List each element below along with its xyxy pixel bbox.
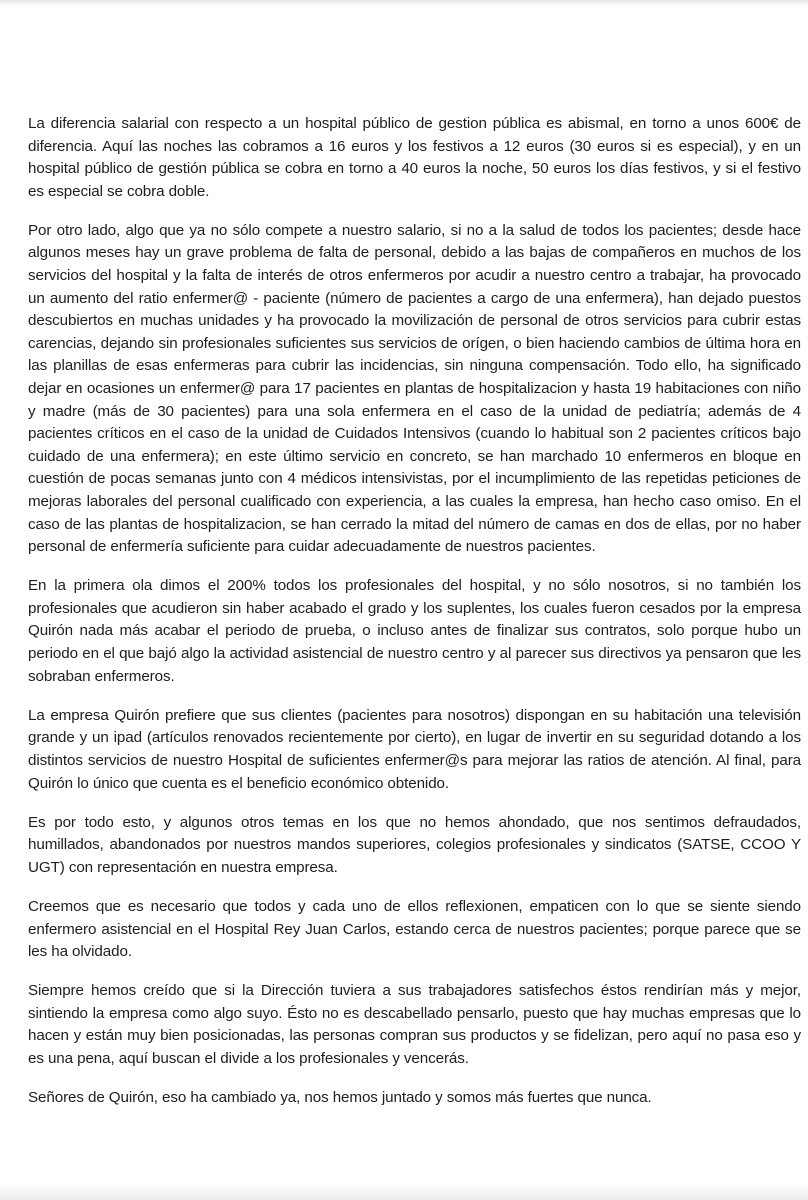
- page-bottom-edge: [0, 1182, 808, 1200]
- paragraph-satisfied-workers: Siempre hemos creído que si la Dirección tuviera a sus trabajadores satisfechos éstos rendirían más y mejor, sintiendo la empresa como algo suyo. Ésto no es descabellado pensarlo, puesto que hay muchas empresas que lo hacen y están muy bien posicionadas, las personas compran sus productos y se fidelizan, pero aquí no pasa eso y es una pena, aquí buscan el divide a los profesionales y vencerás.: [28, 982, 801, 1067]
- paragraph-first-wave: En la primera ola dimos el 200% todos los profesionales del hospital, y no sólo nosotros, si no también los profesionales que acudieron sin haber acabado el grado y los suplentes, los cuales fueron cesados por la empresa Quirón nada más acabar el periodo de prueba, o incluso antes de finalizar sus contratos, solo porque hubo un periodo en el que bajó algo la actividad asistencial de nuestro centro y al parecer sus directivos ya pensaron que les sobraban enfermeros.: [28, 577, 801, 685]
- paragraph-feeling-defrauded: Es por todo esto, y algunos otros temas en los que no hemos ahondado, que nos sentimos defraudados, humillados, abandonados por nuestros mandos superiores, colegios profesionales y sindicatos (SATSE, CCOO Y UGT) con representación en nuestra empresa.: [28, 813, 801, 876]
- paragraph-call-to-reflect: Creemos que es necesario que todos y cada uno de ellos reflexionen, empaticen con lo que se siente siendo enfermero asistencial en el Hospital Rey Juan Carlos, estando cerca de nuestros pacientes; porque parece que se les ha olvidado.: [28, 897, 801, 961]
- page-top-edge: [0, 0, 808, 6]
- paragraph-salary-difference: La diferencia salarial con respecto a un hospital público de gestion pública es abismal, en torno a unos 600€ de diferencia. Aquí las noches las cobramos a 16 euros y los festivos a 12 euros (30 euros si es especial), y en un hospital público de gestión pública se cobra en torno a 40 euros la noche, 50 euros los días festivos, y si el festivo es especial se cobra doble.: [28, 115, 801, 200]
- paragraph-quiron-priorities: La empresa Quirón prefiere que sus clientes (pacientes para nosotros) dispongan en su habitación una televisión grande y un ipad (artículos renovados recientemente por cierto), en lugar de invertir en su seguridad dotando a los distintos servicios de nuestro Hospital de suficientes enfermer@s para mejorar las ratios de atención. Al final, para Quirón lo único que cuenta es el beneficio económico obtenido.: [28, 706, 801, 792]
- letter-body: [28, 113, 801, 1110]
- paragraph-closing: Señores de Quirón, eso ha cambiado ya, nos hemos juntado y somos más fuertes que nunca.: [28, 1089, 652, 1107]
- paragraph-staff-shortage: Por otro lado, algo que ya no sólo compete a nuestro salario, si no a la salud de todos los pacientes; desde hace algunos meses hay un grave problema de falta de personal, debido a las bajas de compañeros en muchos de los servicios del hospital y la falta de interés de otros enfermeros por acudir a nuestro centro a trabajar, ha provocado un aumento del ratio enfermer@ - paciente (número de pacientes a cargo de una enfermera), han dejado puestos descubiertos en muchas unidades y ha provocado la movilización de personal de otros servicios para cubrir estas carencias, dejando sin profesionales suficientes sus servicios de orígen, o bien haciendo cambios de última hora en las planillas de esas enfermeras para cubrir las incidencias, sin ninguna compensación. Todo ello, ha significado dejar en ocasiones un enfermer@ para 17 pacientes en plantas de hospitalizacion y hasta 19 habitaciones con niño y madre (más de 30 pacientes) para una sola enfermera en el caso de la unidad de pediatría; además de 4 pacientes críticos en el caso de la unidad de Cuidados Intensivos (cuando lo habitual son 2 pacientes críticos bajo cuidado de una enfermera); en este último servicio en concreto, se han marchado 10 enfermeros en bloque en cuestión de pocas semanas junto con 4 médicos intensivistas, por el incumplimiento de las repetidas peticiones de mejoras laborales del personal cualificado con experiencia, a las cuales la empresa, han hecho caso omiso. En el caso de las plantas de hospitalizacion, se han cerrado la mitad del número de camas en dos de ellas, por no haber personal de enfermería suficiente para cuidar adecuadamente de nuestros pacientes.: [28, 221, 801, 556]
